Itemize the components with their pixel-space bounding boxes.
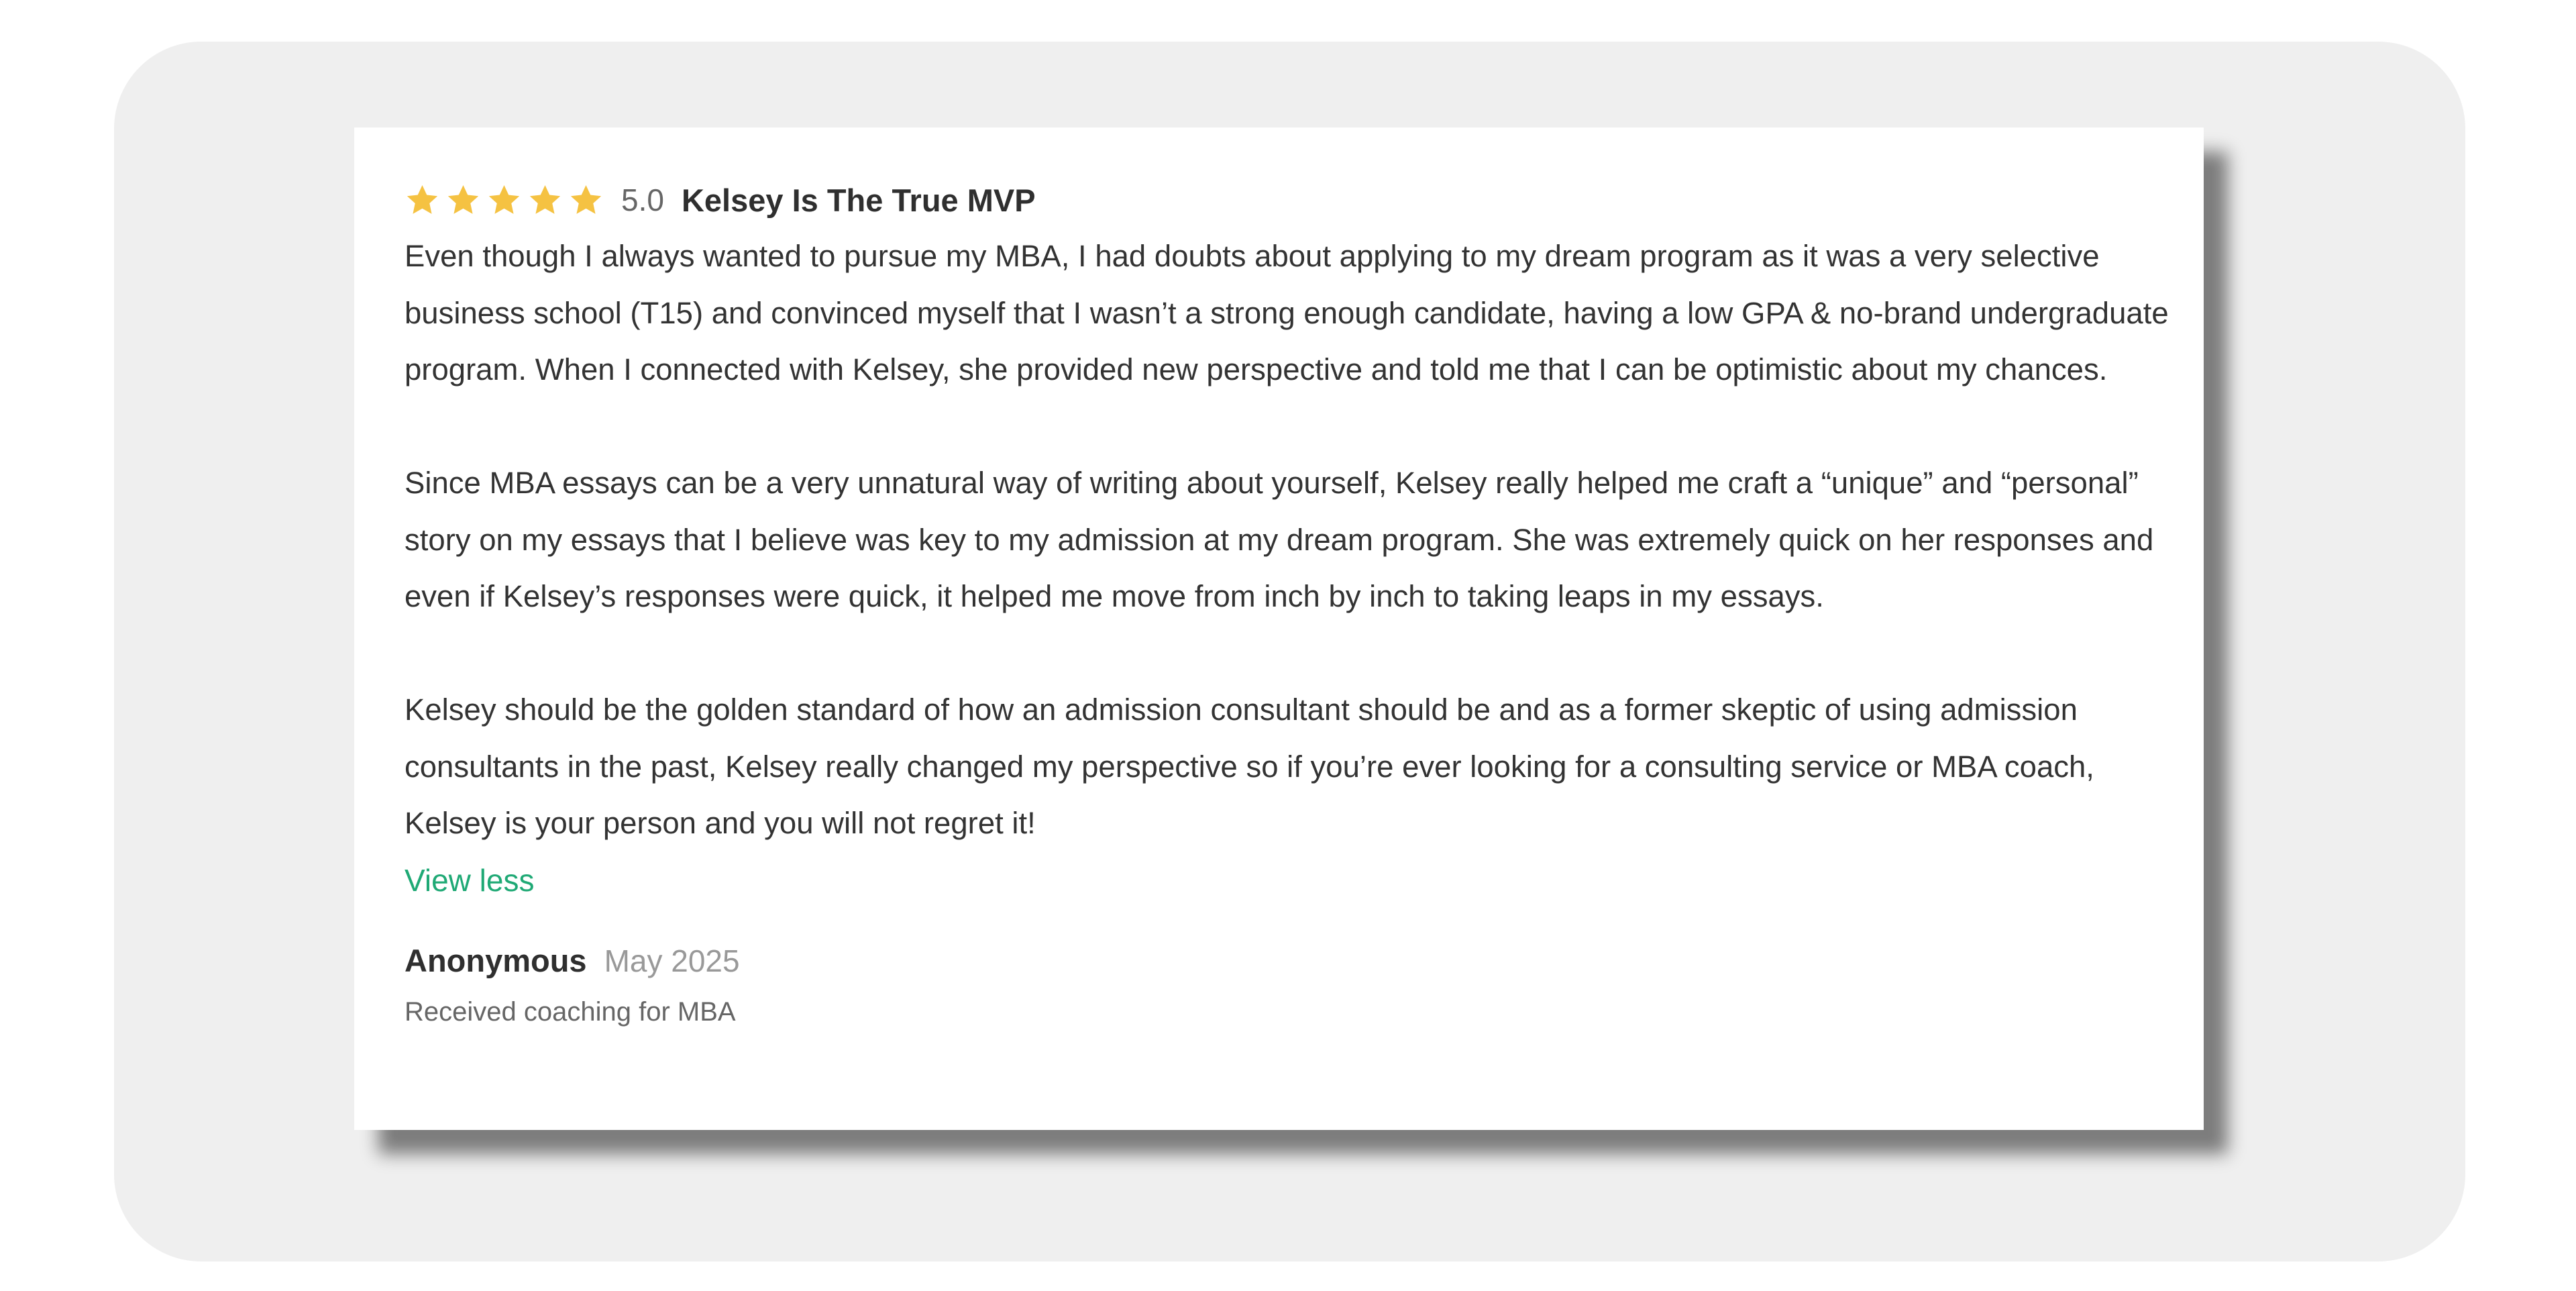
star-icon bbox=[486, 183, 522, 218]
author-row bbox=[405, 942, 2176, 982]
review-card bbox=[354, 127, 2204, 1130]
star-icon bbox=[527, 183, 563, 218]
view-less-link[interactable]: View less bbox=[405, 862, 535, 898]
star-rating bbox=[405, 183, 604, 218]
star-icon bbox=[568, 183, 604, 218]
review-date: May 2025 bbox=[604, 943, 740, 978]
rating-score: 5.0 bbox=[621, 183, 664, 217]
review-service: Received coaching for MBA bbox=[405, 997, 736, 1027]
review-content bbox=[405, 174, 2176, 1027]
review-paragraph: Since MBA essays can be a very unnatural way of writing about yourself, Kelsey really helped me craft a “unique” and “personal” story on my essays that I believe was key to my admission at my dream program. She was extremely quick on her responses and even if Kelsey’s responses were quick, it helped me move from inch by inch to taking leaps in my essays. bbox=[405, 466, 2154, 613]
review-body bbox=[405, 228, 2176, 909]
review-author: Anonymous bbox=[405, 943, 587, 978]
star-icon bbox=[405, 183, 440, 218]
star-icon bbox=[445, 183, 481, 218]
review-title: Kelsey Is The True MVP bbox=[681, 182, 1036, 218]
rating-row bbox=[405, 174, 2176, 225]
review-paragraph: Even though I always wanted to pursue my MBA, I had doubts about applying to my dream program as it was a very selective business school (T15) and convinced myself that I wasn’t a strong enough candidate, having a low GPA & no-brand undergraduate program. When I connected with Kelsey, she provided new perspective and told me that I can be optimistic about my chances. bbox=[405, 239, 2169, 386]
review-paragraph: Kelsey should be the golden standard of how an admission consultant should be and as a former skeptic of using admission consultants in the past, Kelsey really changed my perspective so if you’re ever looking for a consulting service or MBA coach, Kelsey is your person and you will not regret it! bbox=[405, 692, 2094, 840]
page-backdrop bbox=[114, 42, 2465, 1261]
